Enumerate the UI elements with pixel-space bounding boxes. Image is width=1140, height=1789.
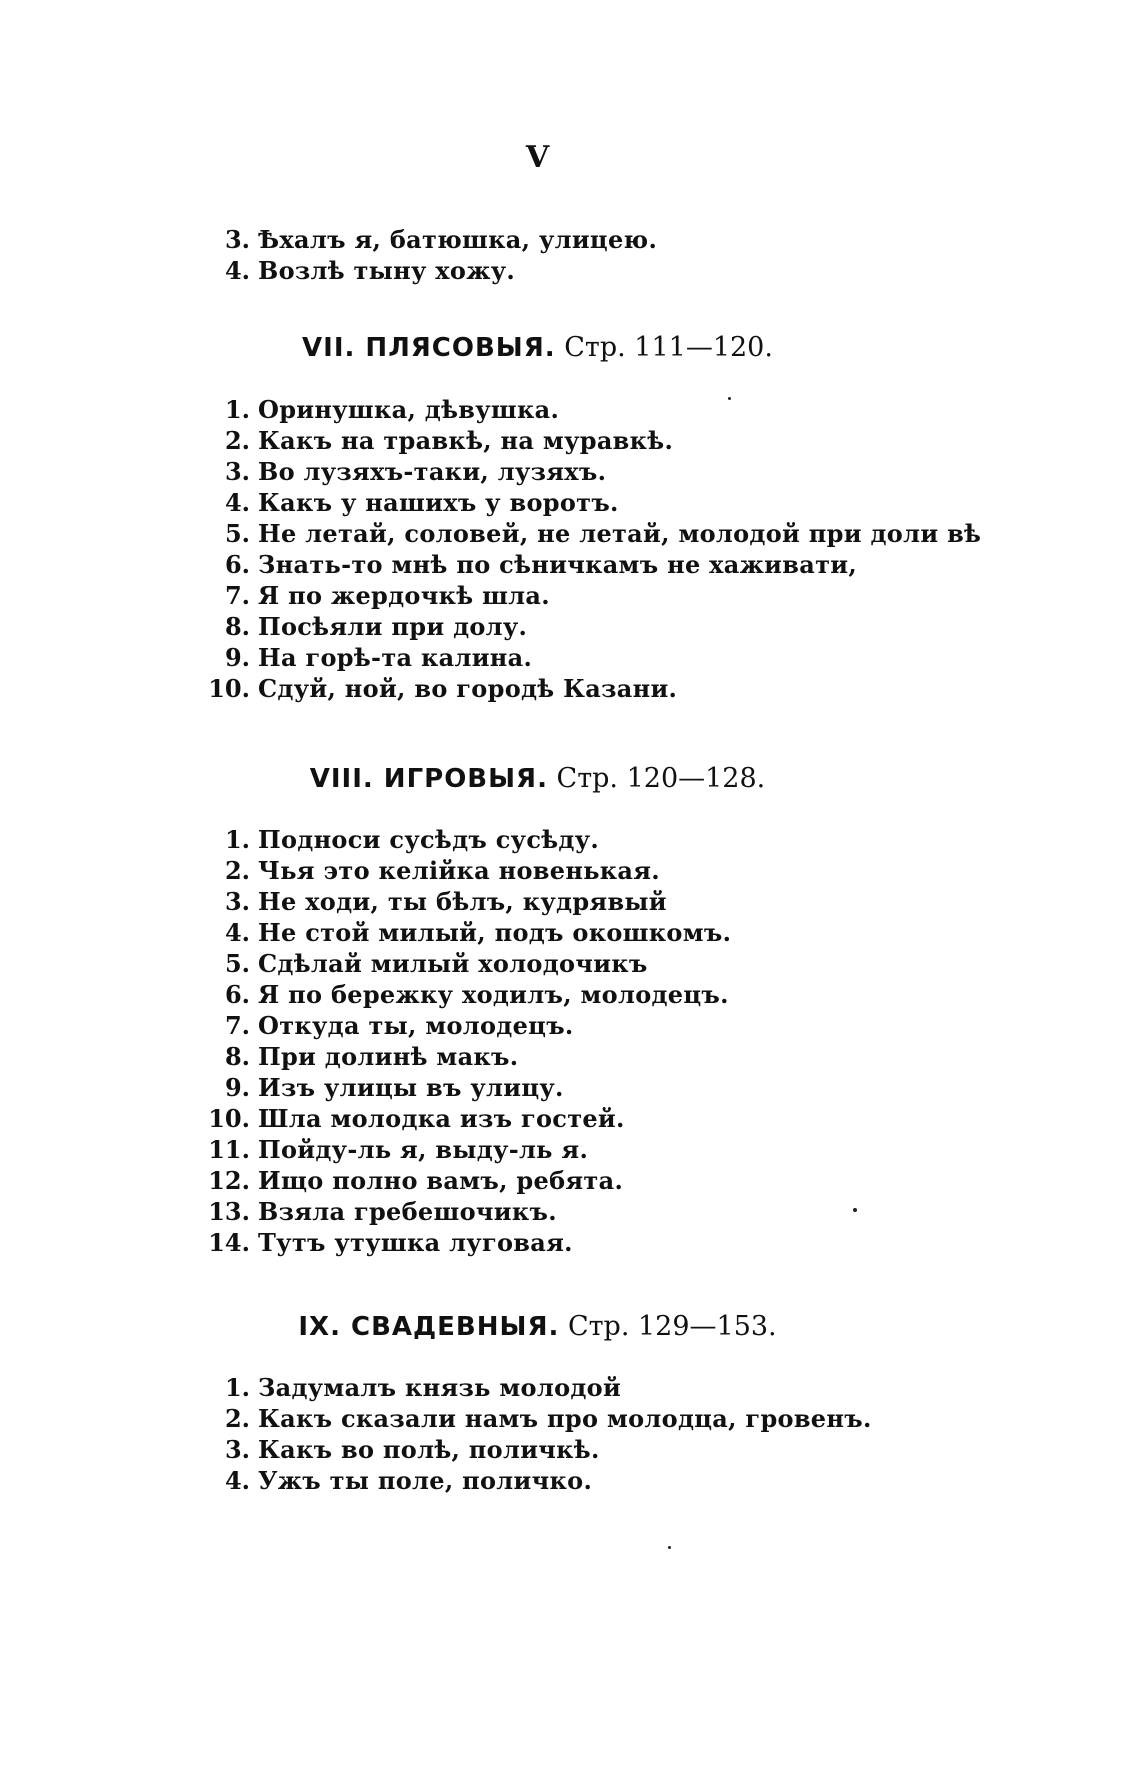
section-pages: Стр. 129—153. — [567, 1311, 777, 1342]
item-number: 1. — [224, 395, 250, 424]
list-item — [190, 1134, 731, 1165]
item-title: Тутъ утушка луговая. — [258, 1228, 573, 1257]
section-pages: Стр. 120—128. — [556, 763, 766, 794]
ink-speck — [728, 397, 731, 400]
item-title: Взяла гребешочикъ. — [258, 1197, 557, 1226]
item-number: 11. — [208, 1135, 250, 1164]
list-item — [190, 1227, 731, 1258]
item-number: 9. — [224, 1073, 250, 1102]
item-title: Какъ на травкѣ, на муравкѣ. — [258, 426, 674, 455]
item-title: Ищо полно вамъ, ребята. — [258, 1166, 624, 1195]
list-item — [190, 1103, 731, 1134]
item-number: 8. — [224, 1042, 250, 1071]
list-item — [190, 948, 731, 979]
item-number: 12. — [208, 1166, 250, 1195]
item-title: При долинѣ макъ. — [258, 1042, 519, 1071]
list-item — [190, 518, 981, 549]
section-heading-viii — [0, 763, 1075, 794]
section-list-vii — [190, 394, 981, 704]
list-item — [190, 1403, 872, 1434]
item-number: 9. — [224, 643, 250, 672]
continued-list — [190, 224, 657, 286]
list-item — [190, 1072, 731, 1103]
item-number: 4. — [224, 1466, 250, 1495]
list-item — [190, 487, 981, 518]
item-title: Ужъ ты поле, поличко. — [258, 1466, 593, 1495]
list-item — [190, 855, 731, 886]
item-number: 14. — [208, 1228, 250, 1257]
item-title: Подноси сусѣдъ сусѣду. — [258, 825, 600, 854]
item-title: Какъ у нашихъ у воротъ. — [258, 488, 619, 517]
list-item — [190, 1465, 872, 1496]
item-number: 2. — [224, 426, 250, 455]
item-number: 3. — [224, 457, 250, 486]
item-number: 10. — [208, 674, 250, 703]
section-list-ix — [190, 1372, 872, 1496]
list-item — [190, 1041, 731, 1072]
item-title: Ѣхалъ я, батюшка, улицею. — [258, 225, 658, 254]
item-title: Знать-то мнѣ по сѣничкамъ не хаживати, — [258, 550, 858, 579]
page-number: V — [525, 140, 550, 175]
list-item — [190, 1196, 731, 1227]
item-number: 2. — [224, 856, 250, 885]
list-item — [190, 255, 657, 286]
item-title: Изъ улицы въ улицу. — [258, 1073, 564, 1102]
list-item — [190, 886, 731, 917]
item-title: Не стой милый, подъ окошкомъ. — [258, 918, 732, 947]
item-number: 3. — [224, 887, 250, 916]
item-number: 7. — [224, 1011, 250, 1040]
list-item — [190, 394, 981, 425]
item-number: 4. — [224, 918, 250, 947]
item-title: Посѣяли при долу. — [258, 612, 528, 641]
list-item — [190, 580, 981, 611]
list-item — [190, 425, 981, 456]
item-number: 2. — [224, 1404, 250, 1433]
list-item — [190, 456, 981, 487]
item-title: Какъ сказали намъ про молодца, гровенъ. — [258, 1404, 872, 1433]
list-item — [190, 1372, 872, 1403]
ink-speck — [853, 1208, 857, 1212]
section-heading-ix — [0, 1311, 1075, 1342]
item-title: Во лузяхъ-таки, лузяхъ. — [258, 457, 607, 486]
item-title: Сдуй, ной, во городѣ Казани. — [258, 674, 678, 703]
item-number: 5. — [224, 519, 250, 548]
item-number: 3. — [224, 1435, 250, 1464]
item-number: 4. — [224, 488, 250, 517]
list-item — [190, 549, 981, 580]
item-number: 4. — [224, 256, 250, 285]
list-item — [190, 1010, 731, 1041]
item-title: Чья это келійка новенькая. — [258, 856, 660, 885]
item-title: Шла молодка изъ гостей. — [258, 1104, 625, 1133]
item-number: 3. — [224, 225, 250, 254]
list-item — [190, 917, 731, 948]
item-number: 10. — [208, 1104, 250, 1133]
section-pages: Стр. 111—120. — [564, 332, 773, 363]
item-title: Не летай, соловей, не летай, молодой при доли вѣ — [258, 519, 982, 548]
list-item — [190, 673, 981, 704]
item-title: Задумалъ князь молодой — [258, 1373, 622, 1402]
item-title: Пойду-ль я, выду-ль я. — [258, 1135, 589, 1164]
item-title: Возлѣ тыну хожу. — [258, 256, 516, 285]
item-number: 1. — [224, 1373, 250, 1402]
ink-speck — [668, 1546, 671, 1549]
item-number: 13. — [208, 1197, 250, 1226]
section-title: VIII. ИГРОВЫЯ. — [309, 764, 548, 794]
list-item — [190, 979, 731, 1010]
list-item — [190, 1434, 872, 1465]
item-title: Не ходи, ты бѣлъ, кудрявый — [258, 887, 667, 916]
item-title: Оринушка, дѣвушка. — [258, 395, 560, 424]
list-item — [190, 224, 657, 255]
item-title: Я по бережку ходилъ, молодецъ. — [258, 980, 729, 1009]
list-item — [190, 642, 981, 673]
item-title: Какъ во полѣ, поличкѣ. — [258, 1435, 600, 1464]
item-title: Я по жердочкѣ шла. — [258, 581, 550, 610]
section-title: IX. СВАДЕВНЫЯ. — [298, 1312, 560, 1342]
list-item — [190, 1165, 731, 1196]
item-title: Откуда ты, молодецъ. — [258, 1011, 574, 1040]
item-title: Сдѣлай милый холодочикъ — [258, 949, 648, 978]
section-title: VII. ПЛЯСОВЫЯ. — [302, 333, 556, 363]
item-number: 1. — [224, 825, 250, 854]
item-number: 6. — [224, 980, 250, 1009]
item-title: На горѣ-та калина. — [258, 643, 533, 672]
item-number: 5. — [224, 949, 250, 978]
item-number: 7. — [224, 581, 250, 610]
section-heading-vii — [0, 332, 1075, 363]
list-item — [190, 824, 731, 855]
item-number: 8. — [224, 612, 250, 641]
section-list-viii — [190, 824, 731, 1258]
list-item — [190, 611, 981, 642]
item-number: 6. — [224, 550, 250, 579]
